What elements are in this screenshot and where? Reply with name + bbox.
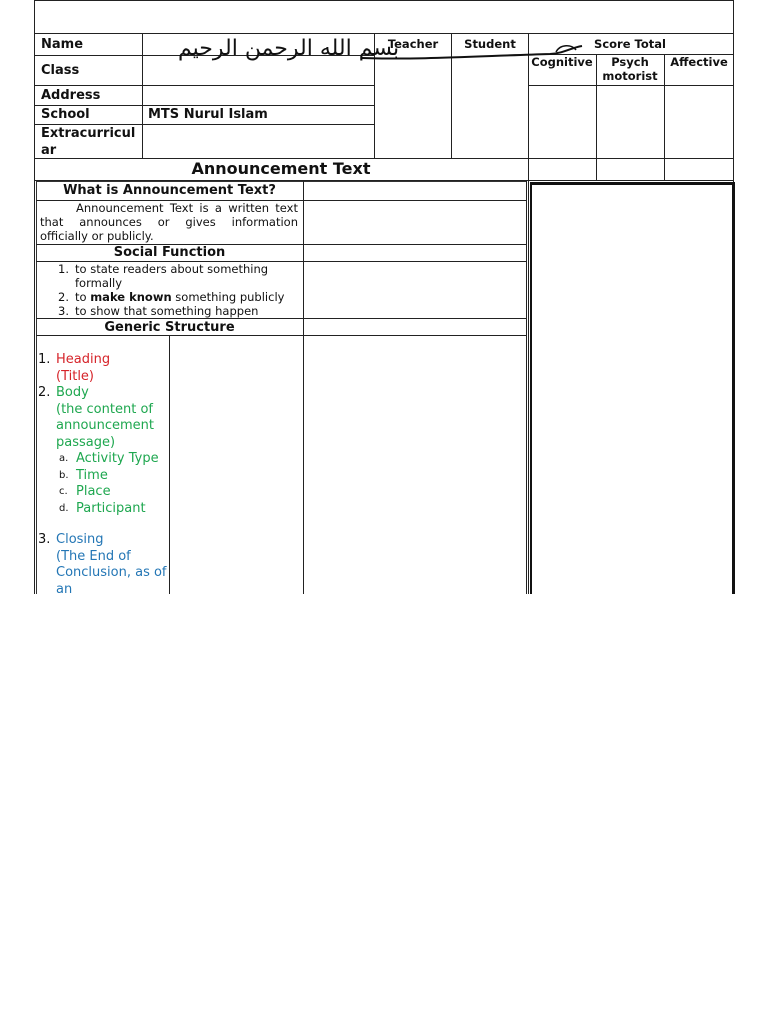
grid-line xyxy=(303,181,304,594)
grid-line xyxy=(34,33,734,34)
body-point-b: Time xyxy=(76,467,108,483)
class-label: Class xyxy=(41,63,80,78)
social-item-2-bold: make known xyxy=(90,290,172,304)
social-heading: Social Function xyxy=(113,245,226,260)
grid-line xyxy=(169,335,170,594)
score-total-label: Score Total xyxy=(594,37,666,51)
social-item-1: to state readers about something formally xyxy=(75,262,269,290)
affective-label: Affective xyxy=(670,55,728,69)
grid-line xyxy=(526,181,527,594)
grid-line xyxy=(596,54,597,180)
page-title: Announcement Text xyxy=(191,159,371,178)
social-item-2-pre: to xyxy=(75,290,91,304)
grid-line xyxy=(34,105,375,106)
generic-heading: Generic Structure xyxy=(104,320,235,335)
school-label: School xyxy=(41,107,90,122)
list-item: 3. Closing (The End of Conclusion, as of an xyxy=(38,532,168,594)
name-label: Name xyxy=(41,37,84,52)
bismillah-calligraphy: بسم الله الرحمن الرحيم xyxy=(178,36,400,61)
school-value: MTS Nurul Islam xyxy=(148,107,268,122)
closing-sub: (The End of Conclusion, as of an xyxy=(56,548,167,594)
what-heading: What is Announcement Text? xyxy=(63,183,276,198)
grid-line xyxy=(36,318,527,319)
grid-line xyxy=(34,158,734,159)
grid-line xyxy=(664,54,665,180)
answer-box xyxy=(530,182,735,594)
heading-item: Heading xyxy=(56,352,111,367)
grid-line xyxy=(142,33,143,158)
generic-structure-list xyxy=(38,352,168,594)
what-body: Announcement Text is a written text that announces or gives information officially or publicly. xyxy=(40,201,298,243)
extracurricular-label: Extracurricular xyxy=(41,126,136,158)
body-point-c: Place xyxy=(76,484,111,499)
grid-line xyxy=(528,33,529,594)
social-item-2-post: something publicly xyxy=(171,290,285,304)
psychomotorist-label: Psych motorist xyxy=(602,55,658,83)
student-label: Student xyxy=(464,37,516,51)
frame-top-line xyxy=(34,0,734,1)
grid-line xyxy=(528,85,734,86)
list-item: 1. Heading (Title) xyxy=(38,352,168,385)
body-item: Body xyxy=(56,385,89,400)
list-item: 1. to state readers about something formally xyxy=(58,262,298,290)
teacher-label: Teacher xyxy=(387,37,439,51)
body-point-a: Activity Type xyxy=(76,451,159,466)
frame-left-line xyxy=(34,0,35,594)
grid-line xyxy=(34,85,375,86)
heading-sub: (Title) xyxy=(56,368,95,384)
list-item: 2. to make known something publicly xyxy=(58,290,285,304)
grid-line xyxy=(36,335,527,336)
list-item: 3. to show that something happen xyxy=(58,304,259,318)
body-point-d: Participant xyxy=(76,500,146,516)
body-sub: (the content of announcement passage) xyxy=(56,401,155,450)
cognitive-label: Cognitive xyxy=(531,55,593,69)
social-function-list xyxy=(58,262,298,318)
list-item: 2. Body (the content of announcement passage) a. Activity Type b. Time c. Place d. Participant xyxy=(38,385,168,517)
closing-item: Closing xyxy=(56,532,104,547)
social-item-3: to show that something happen xyxy=(75,304,259,318)
address-label: Address xyxy=(41,88,101,103)
